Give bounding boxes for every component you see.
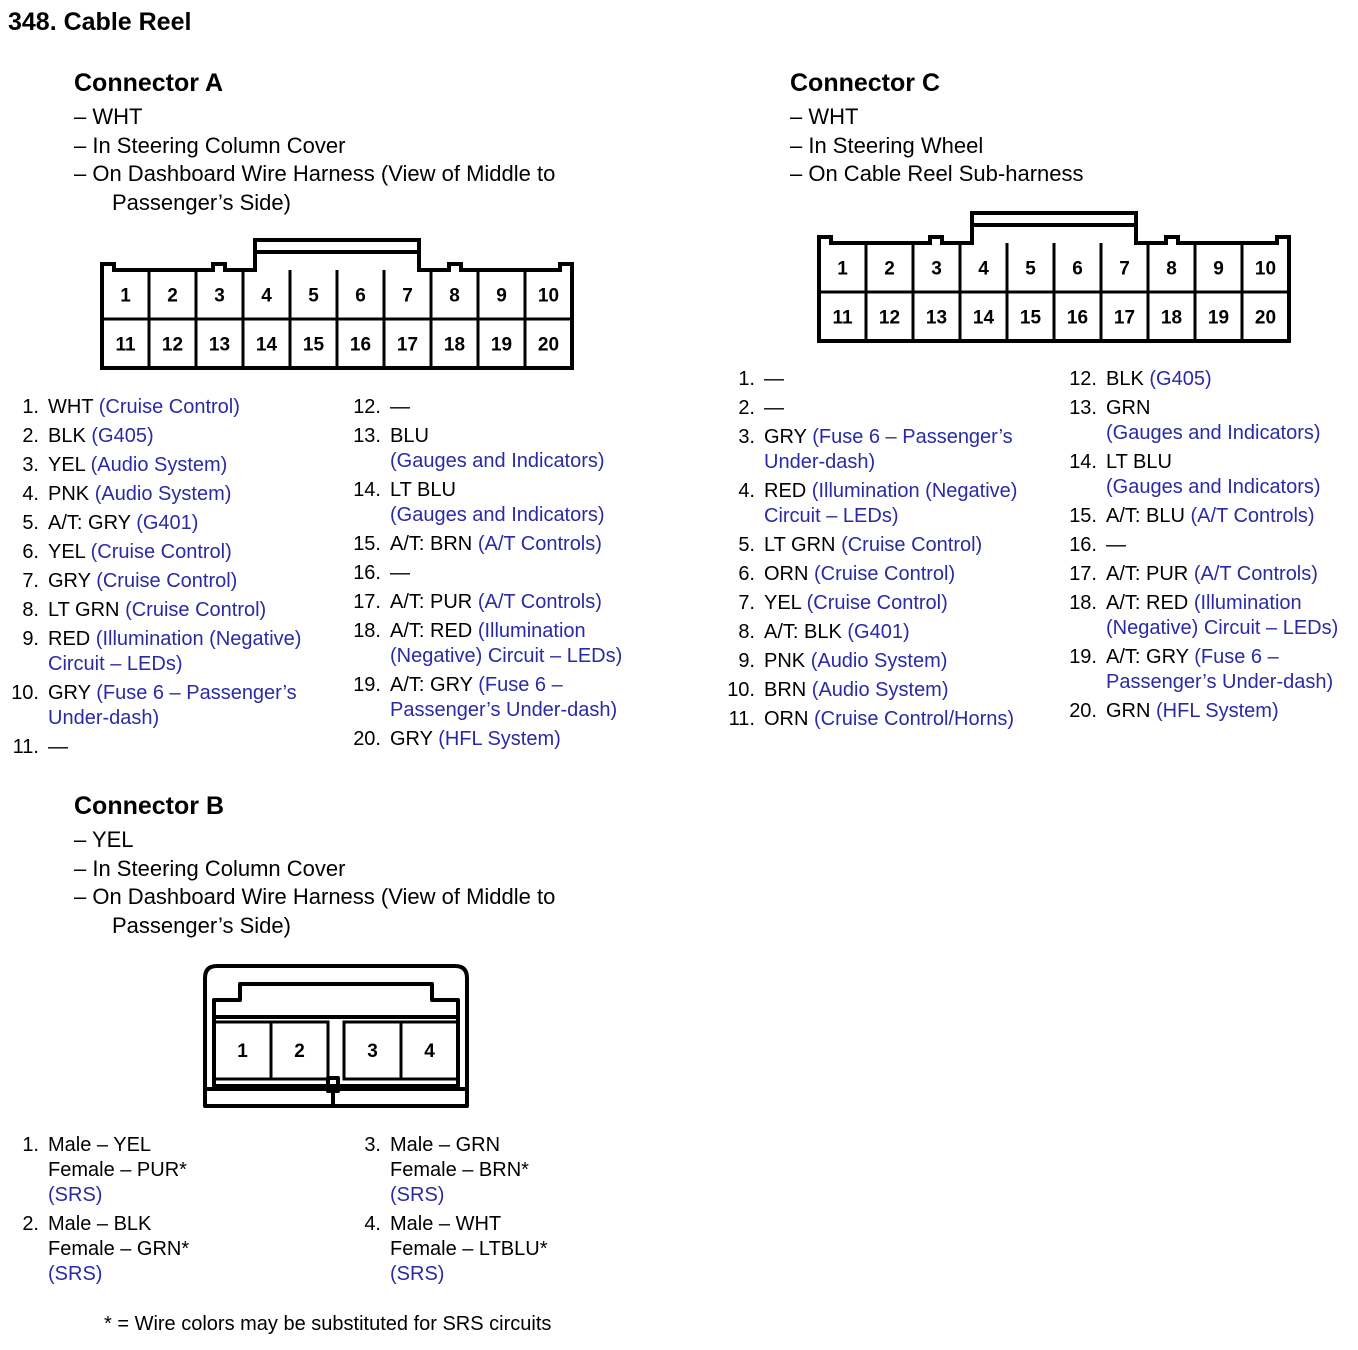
male-wire: Male – WHT [390, 1213, 502, 1235]
connector-c-cavity-label: 12 [878, 307, 901, 329]
circuit-note-cont: Passenger’s Under-dash) [390, 699, 618, 721]
wire-color: GRY [48, 682, 91, 704]
connector-a-cavity-label: 7 [402, 285, 413, 307]
pin-line [48, 395, 340, 420]
circuit-note: (SRS) [48, 1263, 103, 1285]
pin-line [1106, 645, 1358, 670]
connector-b-top-tab [214, 984, 458, 1017]
pin-number: 12. [353, 396, 381, 418]
connector-c-description [790, 103, 1084, 189]
connector-c-pin-item [726, 591, 1056, 616]
connector-c-pin-item [1068, 504, 1358, 529]
wire-color: A/T: GRY [1106, 646, 1189, 668]
circuit-note: (SRS) [48, 1184, 103, 1206]
connector-c-cavity-label: 7 [1119, 258, 1130, 280]
pin-line [390, 532, 652, 557]
pin-number: 1. [22, 396, 39, 418]
pin-number: 15. [353, 533, 381, 555]
pin-line [1106, 591, 1358, 616]
pin-number: 10. [727, 679, 755, 701]
connector-a-pin-item [352, 590, 652, 615]
pin-line [48, 511, 340, 536]
pin-number: 6. [22, 541, 39, 563]
pin-number: 4. [22, 483, 39, 505]
pin-line [48, 453, 340, 478]
circuit-note: (Audio System) [811, 679, 949, 701]
pin-number: 14. [353, 479, 381, 501]
connector-a-pin-item [10, 598, 340, 623]
pin-number: 19. [1069, 646, 1097, 668]
wire-color: — [48, 736, 68, 758]
circuit-note: (Fuse 6 – [1194, 646, 1279, 668]
connector-c-cavity-label: 1 [837, 258, 848, 280]
connector-c-pin-item [1068, 533, 1358, 558]
connector-a-cavity-label: 4 [261, 285, 272, 307]
circuit-note: (G405) [91, 425, 154, 447]
pin-number: 11. [728, 708, 755, 730]
connector-a-cavity-label: 11 [115, 334, 136, 356]
connector-c-cavity-label: 18 [1160, 307, 1183, 329]
pin-line [764, 707, 1056, 732]
pin-number: 19. [353, 674, 381, 696]
pin-line [390, 727, 652, 752]
circuit-note: (Cruise Control) [90, 541, 232, 563]
wire-color: A/T: BLK [764, 621, 842, 643]
circuit-note: (G405) [1149, 368, 1212, 390]
male-wire: Male – BLK [48, 1213, 152, 1235]
connector-a-cavity-label: 13 [208, 334, 231, 356]
connector-c-cavity-label: 14 [972, 307, 995, 329]
pin-number: 9. [738, 650, 755, 672]
pin-line [764, 562, 1056, 587]
wire-color: GRN [1106, 700, 1151, 722]
connector-c-cavity-label: 19 [1207, 307, 1230, 329]
connector-b-cavity-label: 2 [294, 1041, 305, 1062]
pin-line [764, 367, 1056, 392]
connector-a-cavity-label: 14 [255, 334, 278, 356]
female-wire: Female – PUR* [48, 1159, 187, 1181]
connector-c-cavity-label: 2 [884, 258, 895, 280]
pin-number: 7. [22, 570, 39, 592]
connector-a-pin-item [352, 561, 652, 586]
connector-c-pin-item [726, 707, 1056, 732]
pin-line [764, 678, 1056, 703]
pin-line [48, 735, 340, 760]
pin-line [764, 620, 1056, 645]
connector-b-cavity-label: 1 [237, 1041, 248, 1062]
connector-a-cavity-label: 17 [396, 334, 419, 356]
pin-line [1106, 533, 1358, 558]
pin-number: 8. [738, 621, 755, 643]
pin-line [48, 681, 340, 706]
connector-b-pin-item [10, 1212, 330, 1287]
wire-color: LT BLU [1106, 451, 1172, 473]
connector-a-pin-item [10, 453, 340, 478]
pin-number: 20. [353, 728, 381, 750]
connector-c-cavity-label: 4 [978, 258, 989, 280]
connector-c-title: Connector C [790, 69, 940, 97]
wire-color: A/T: PUR [1106, 563, 1189, 585]
pin-line [48, 424, 340, 449]
wire-color: LT GRN [764, 534, 836, 556]
connector-a-location: – In Steering Column Cover [74, 132, 346, 158]
circuit-note: (Illumination (Negative) [95, 628, 302, 650]
wire-color: ORN [764, 563, 809, 585]
wire-color: A/T: RED [390, 620, 473, 642]
connector-b-key [328, 1078, 338, 1106]
connector-c-cavity-label: 8 [1166, 258, 1177, 280]
connector-a-cavity-label: 19 [490, 334, 513, 356]
wire-color: GRN [1106, 397, 1151, 419]
wire-color: RED [764, 480, 807, 502]
connector-a-description [74, 103, 555, 217]
pin-number: 4. [364, 1213, 381, 1235]
wire-color: RED [48, 628, 91, 650]
connector-a-cavity-label: 9 [496, 285, 507, 307]
circuit-note: (A/T Controls) [477, 591, 602, 613]
circuit-note: (Illumination [477, 620, 586, 642]
connector-c-pin-item [1068, 396, 1358, 446]
pin-number: 15. [1069, 505, 1097, 527]
wire-color: GRY [48, 570, 91, 592]
connector-b-location: – In Steering Column Cover [74, 855, 346, 881]
pin-number: 2. [738, 397, 755, 419]
connector-b-color: – YEL [74, 827, 134, 852]
pin-line [764, 591, 1056, 616]
connector-b-description [74, 826, 555, 940]
connector-a-cavity-label: 8 [449, 285, 460, 307]
circuit-note: (Cruise Control) [806, 592, 948, 614]
wire-color: PNK [48, 483, 90, 505]
connector-a-pins-left [10, 395, 340, 764]
pin-line [48, 627, 340, 652]
pin-line [1106, 396, 1358, 421]
pin-number: 10. [11, 682, 39, 704]
wire-color: A/T: GRY [390, 674, 473, 696]
connector-c-location: – In Steering Wheel [790, 132, 984, 158]
pin-number: 2. [22, 425, 39, 447]
wire-color: BLU [390, 425, 429, 447]
wire-color: A/T: RED [1106, 592, 1189, 614]
wire-color: — [764, 397, 784, 419]
wire-color: — [390, 396, 410, 418]
connector-a-harness: – On Dashboard Wire Harness (View of Middle to [74, 161, 556, 186]
connector-c-cavity-label: 10 [1254, 258, 1277, 280]
pin-number: 18. [1069, 592, 1097, 614]
connector-c-pin-item [1068, 367, 1358, 392]
connector-a-cavity-label: 15 [302, 334, 325, 356]
circuit-note: (Cruise Control) [96, 570, 238, 592]
circuit-note: (Cruise Control) [814, 563, 956, 585]
connector-a-cavity-label: 3 [214, 285, 225, 307]
pin-number: 2. [22, 1213, 39, 1235]
circuit-note: (Audio System) [90, 454, 228, 476]
connector-a-pin-item [10, 569, 340, 594]
pin-number: 8. [22, 599, 39, 621]
connector-b-pins-left [10, 1133, 330, 1291]
circuit-note-cont: (Gauges and Indicators) [1106, 422, 1321, 444]
pin-line [1106, 367, 1358, 392]
pin-line [390, 619, 652, 644]
wire-color: — [1106, 534, 1126, 556]
connector-c-cavity-label: 16 [1066, 307, 1089, 329]
circuit-note-cont: Circuit – LEDs) [764, 505, 899, 527]
wire-color: — [764, 368, 784, 390]
connector-a-pin-item [10, 735, 340, 760]
connector-a-pin-item [10, 681, 340, 731]
circuit-note: (Cruise Control) [841, 534, 983, 556]
pin-line [1106, 562, 1358, 587]
connector-b-harness: – On Dashboard Wire Harness (View of Middle to [74, 884, 556, 909]
connector-b-pin-item [352, 1212, 672, 1287]
pin-number: 13. [353, 425, 381, 447]
connector-c-cavity-label: 3 [931, 258, 942, 280]
pin-number: 3. [738, 426, 755, 448]
connector-a-pin-item [352, 424, 652, 474]
connector-c-pins-left [726, 367, 1056, 736]
wire-color: BLK [1106, 368, 1144, 390]
pin-number: 20. [1069, 700, 1097, 722]
pin-line [390, 673, 652, 698]
pin-line [390, 395, 652, 420]
pin-line [1106, 504, 1358, 529]
circuit-note-cont: (Gauges and Indicators) [390, 450, 605, 472]
circuit-note: (A/T Controls) [1190, 505, 1315, 527]
pin-line [48, 540, 340, 565]
connector-a-diagram [98, 235, 578, 375]
connector-c-pin-item [726, 533, 1056, 558]
pin-line [764, 649, 1056, 674]
wire-color: YEL [764, 592, 802, 614]
connector-a-pin-item [352, 395, 652, 420]
circuit-note: (Fuse 6 – Passenger’s [96, 682, 297, 704]
connector-a-harness-cont: Passenger’s Side) [112, 189, 291, 215]
pin-number: 14. [1069, 451, 1097, 473]
circuit-note: (SRS) [390, 1263, 445, 1285]
connector-b-diagram [200, 960, 475, 1115]
connector-c-pin-item [726, 367, 1056, 392]
circuit-note: (Fuse 6 – [478, 674, 563, 696]
wire-color: A/T: BLU [1106, 505, 1185, 527]
connector-a-cavity-label: 2 [167, 285, 178, 307]
connector-a-pin-item [352, 673, 652, 723]
circuit-note: (Audio System) [810, 650, 948, 672]
connector-a-pin-item [10, 395, 340, 420]
connector-b-cavity-label: 4 [424, 1041, 435, 1062]
connector-b-title: Connector B [74, 792, 224, 820]
wire-color: A/T: BRN [390, 533, 473, 555]
connector-a-pin-item [352, 478, 652, 528]
connector-a-pin-item [10, 424, 340, 449]
page-title: 348. Cable Reel [8, 8, 192, 36]
pin-line [1106, 699, 1358, 724]
connector-c-harness: – On Cable Reel Sub-harness [790, 161, 1084, 186]
wire-color: WHT [48, 396, 94, 418]
connector-c-pins-right [1068, 367, 1358, 728]
circuit-note: (G401) [136, 512, 199, 534]
circuit-note-cont: (Negative) Circuit – LEDs) [1106, 617, 1339, 639]
circuit-note: (HFL System) [438, 728, 561, 750]
circuit-note-cont: Under-dash) [48, 707, 160, 729]
wire-color: A/T: PUR [390, 591, 473, 613]
connector-c-cavity-label: 20 [1254, 307, 1277, 329]
circuit-note: (SRS) [390, 1184, 445, 1206]
connector-c-pin-item [1068, 591, 1358, 641]
wire-color: PNK [764, 650, 806, 672]
connector-a-pin-item [352, 532, 652, 557]
circuit-note: (A/T Controls) [477, 533, 602, 555]
connector-a-cavity-label: 12 [161, 334, 184, 356]
connector-a-cavity-label: 20 [537, 334, 560, 356]
wire-color: BLK [48, 425, 86, 447]
pin-line [390, 424, 652, 449]
wire-color: YEL [48, 454, 86, 476]
connector-c-cavity-label: 9 [1213, 258, 1224, 280]
connector-a-cavity-label: 5 [308, 285, 319, 307]
pin-line [48, 598, 340, 623]
pin-line [390, 590, 652, 615]
circuit-note: (Cruise Control/Horns) [814, 708, 1015, 730]
connector-c-pin-item [726, 649, 1056, 674]
pin-number: 1. [22, 1134, 39, 1156]
wire-color: BRN [764, 679, 807, 701]
male-wire: Male – YEL [48, 1134, 152, 1156]
footnote: * = Wire colors may be substituted for SRS circuits [104, 1313, 552, 1335]
connector-c-cavity-label: 17 [1113, 307, 1136, 329]
pin-number: 1. [738, 368, 755, 390]
connector-a-pin-item [352, 727, 652, 752]
circuit-note: (G401) [847, 621, 910, 643]
connector-a-pins-right [352, 395, 652, 756]
connector-c-diagram [815, 208, 1295, 348]
pin-line [764, 533, 1056, 558]
connector-b-harness-cont: Passenger’s Side) [112, 912, 291, 938]
connector-b-pins-right [352, 1133, 672, 1291]
male-wire: Male – GRN [390, 1134, 501, 1156]
pin-line [764, 425, 1056, 450]
circuit-note: (Illumination (Negative) [811, 480, 1018, 502]
connector-a-pin-item [10, 482, 340, 507]
connector-c-cavity-label: 13 [925, 307, 948, 329]
circuit-note-cont: Circuit – LEDs) [48, 653, 183, 675]
female-wire: Female – BRN* [390, 1159, 529, 1181]
connector-a-pin-item [10, 627, 340, 677]
pin-number: 17. [353, 591, 381, 613]
wire-color: — [390, 562, 410, 584]
pin-line [390, 478, 652, 503]
connector-c-pin-item [1068, 699, 1358, 724]
female-wire: Female – LTBLU* [390, 1238, 548, 1260]
pin-line [764, 396, 1056, 421]
pin-number: 17. [1069, 563, 1097, 585]
connector-c-pin-item [1068, 562, 1358, 587]
circuit-note-cont: (Negative) Circuit – LEDs) [390, 645, 623, 667]
circuit-note-cont: Passenger’s Under-dash) [1106, 671, 1334, 693]
circuit-note: (Illumination [1193, 592, 1302, 614]
female-wire: Female – GRN* [48, 1238, 190, 1260]
wire-color: GRY [764, 426, 807, 448]
connector-c-cavity-label: 11 [832, 307, 853, 329]
connector-c-pin-item [726, 396, 1056, 421]
connector-a-pin-item [10, 511, 340, 536]
wire-color: ORN [764, 708, 809, 730]
connector-a-color: – WHT [74, 104, 143, 129]
pin-line [48, 482, 340, 507]
circuit-note: (Audio System) [94, 483, 232, 505]
connector-a-cavity-label: 1 [120, 285, 131, 307]
pin-number: 5. [738, 534, 755, 556]
connector-c-pin-item [726, 620, 1056, 645]
wire-color: A/T: GRY [48, 512, 131, 534]
pin-number: 3. [364, 1134, 381, 1156]
connector-b-cavity-label: 3 [367, 1041, 378, 1062]
wire-color: LT BLU [390, 479, 456, 501]
pin-number: 3. [22, 454, 39, 476]
wire-color: YEL [48, 541, 86, 563]
connector-a-pin-item [10, 540, 340, 565]
pin-number: 12. [1069, 368, 1097, 390]
connector-b-inner-frame [214, 1017, 458, 1086]
pin-number: 6. [738, 563, 755, 585]
connector-c-pin-item [1068, 645, 1358, 695]
connector-c-pin-item [726, 479, 1056, 529]
connector-b-pin-item [352, 1133, 672, 1208]
pin-number: 4. [738, 480, 755, 502]
wire-color: LT GRN [48, 599, 120, 621]
connector-c-pin-item [1068, 450, 1358, 500]
circuit-note-cont: (Gauges and Indicators) [1106, 476, 1321, 498]
pin-line [1106, 450, 1358, 475]
pin-number: 9. [22, 628, 39, 650]
connector-c-cavity-label: 5 [1025, 258, 1036, 280]
wire-color: GRY [390, 728, 433, 750]
pin-line [764, 479, 1056, 504]
circuit-note: (A/T Controls) [1193, 563, 1318, 585]
connector-a-cavity-label: 16 [349, 334, 372, 356]
connector-a-cavity-label: 10 [537, 285, 560, 307]
connector-c-pin-item [726, 562, 1056, 587]
pin-number: 13. [1069, 397, 1097, 419]
connector-c-cavity-label: 6 [1072, 258, 1083, 280]
circuit-note-cont: Under-dash) [764, 451, 876, 473]
connector-c-pin-item [726, 425, 1056, 475]
circuit-note-cont: (Gauges and Indicators) [390, 504, 605, 526]
pin-line [390, 561, 652, 586]
circuit-note: (Fuse 6 – Passenger’s [812, 426, 1013, 448]
pin-number: 7. [738, 592, 755, 614]
connector-b-pin-item [10, 1133, 330, 1208]
connector-a-pin-item [352, 619, 652, 669]
pin-number: 16. [1069, 534, 1097, 556]
circuit-note: (Cruise Control) [98, 396, 240, 418]
connector-a-title: Connector A [74, 69, 224, 97]
circuit-note: (HFL System) [1156, 700, 1279, 722]
pin-number: 18. [353, 620, 381, 642]
connector-a-cavity-label: 6 [355, 285, 366, 307]
pin-number: 16. [353, 562, 381, 584]
pin-line [48, 569, 340, 594]
pin-number: 11. [12, 736, 39, 758]
circuit-note: (Cruise Control) [125, 599, 267, 621]
connector-c-color: – WHT [790, 104, 859, 129]
connector-c-cavity-label: 15 [1019, 307, 1042, 329]
pin-number: 5. [22, 512, 39, 534]
connector-c-pin-item [726, 678, 1056, 703]
connector-a-cavity-label: 18 [443, 334, 466, 356]
